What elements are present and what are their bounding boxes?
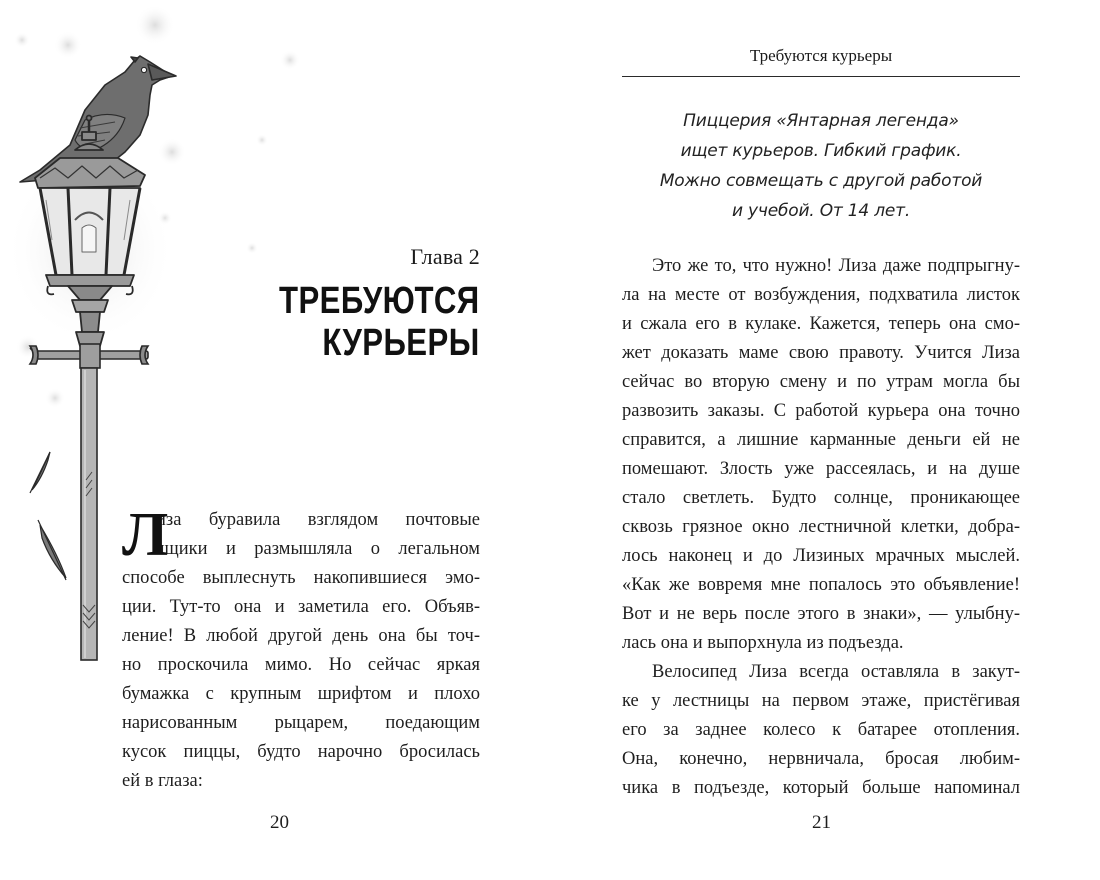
text-line: стало светлеть. Будто солнце, проникающее [622, 488, 1020, 508]
body-text [622, 252, 1020, 803]
opening-paragraph [122, 501, 480, 796]
text-line: сейчас во вторую смену и по утрам могла бы [622, 372, 1020, 392]
chapter-label: Глава 2 [410, 244, 480, 269]
text-line: нарисованным рыцарем, поедающим [122, 713, 480, 733]
feather-icon [38, 520, 66, 580]
text-line: лась она и выпорхнула из подъезда. [622, 633, 904, 653]
ad-line: Пиццерия «Янтарная легенда» [683, 111, 959, 131]
body-text [122, 501, 480, 796]
page-number: 21 [812, 812, 831, 833]
text-line: ящики и размышляла о легальном [156, 539, 480, 559]
ad-line: и учебой. От 14 лет. [731, 201, 911, 221]
text-line: Вот и не верь после этого в знаки», — улыбну- [622, 604, 1020, 624]
text-line: чика в подъезде, который больше напоминал [622, 778, 1020, 798]
paragraph [622, 658, 1020, 803]
text-line: иза буравила взглядом почтовые [156, 510, 480, 530]
header-rule [622, 76, 1020, 77]
text-line: Это же то, что нужно! Лиза даже подпрыгну- [652, 256, 1020, 276]
text-line: и сжала его в кулаке. Кажется, теперь она смо- [622, 314, 1020, 334]
text-line: жет доказать маме свою правоту. Учится Лиза [622, 343, 1020, 363]
text-line: ей в глаза: [122, 771, 203, 791]
chapter-title-line: ТРЕБУЮТСЯ [279, 280, 480, 322]
text-line: Она, конечно, нервничала, бросая любим- [622, 749, 1020, 769]
text-line: кусок пиццы, будто нарочно бросилась [122, 742, 480, 762]
text-line: ции. Тут-то она и заметила его. Объяв- [122, 597, 480, 617]
text-line: способе выплеснуть накопившиеся эмо- [122, 568, 480, 588]
ad-line: Можно совмещать с другой работой [659, 171, 983, 191]
text-line: но проскочила мимо. Но сейчас яркая [122, 655, 480, 675]
drop-cap: Л [122, 501, 169, 569]
text-line: ла на месте от возбуждения, подхватила листок [622, 285, 1020, 305]
text-line: помешают. Злость уже рассеялась, и на душе [622, 459, 1020, 479]
advertisement-text [622, 106, 1020, 226]
text-line: ление! В любой другой день она бы точ- [122, 626, 480, 646]
page-number: 20 [270, 812, 289, 833]
text-line: Велосипед Лиза всегда оставляла в закут- [652, 662, 1020, 682]
ad-line: ищет курьеров. Гибкий график. [680, 141, 962, 161]
text-line: развозить заказы. С работой курьера она точно [622, 401, 1020, 421]
text-line: бумажка с крупным шрифтом и плохо [122, 684, 480, 704]
text-line: сквозь грязное окно лестничной клетки, добра- [622, 517, 1020, 537]
text-line: «Как же вовремя мне попалось это объявление! [622, 575, 1020, 595]
running-header: Требуются курьеры [749, 46, 893, 65]
chapter-title-line: КУРЬЕРЫ [322, 322, 480, 364]
text-line: справится, а лишние карманные деньги ей не [622, 430, 1020, 450]
text-line: ке у лестницы на первом этаже, пристёгивая [622, 691, 1020, 711]
paragraph [622, 252, 1020, 658]
chapter-title [279, 280, 480, 364]
text-line: его за заднее колесо к батарее отопления. [622, 720, 1020, 740]
feather-icon [30, 452, 50, 493]
text-line: лось наконец и до Лизиных мрачных мыслей. [622, 546, 1020, 566]
right-page [550, 0, 1100, 880]
